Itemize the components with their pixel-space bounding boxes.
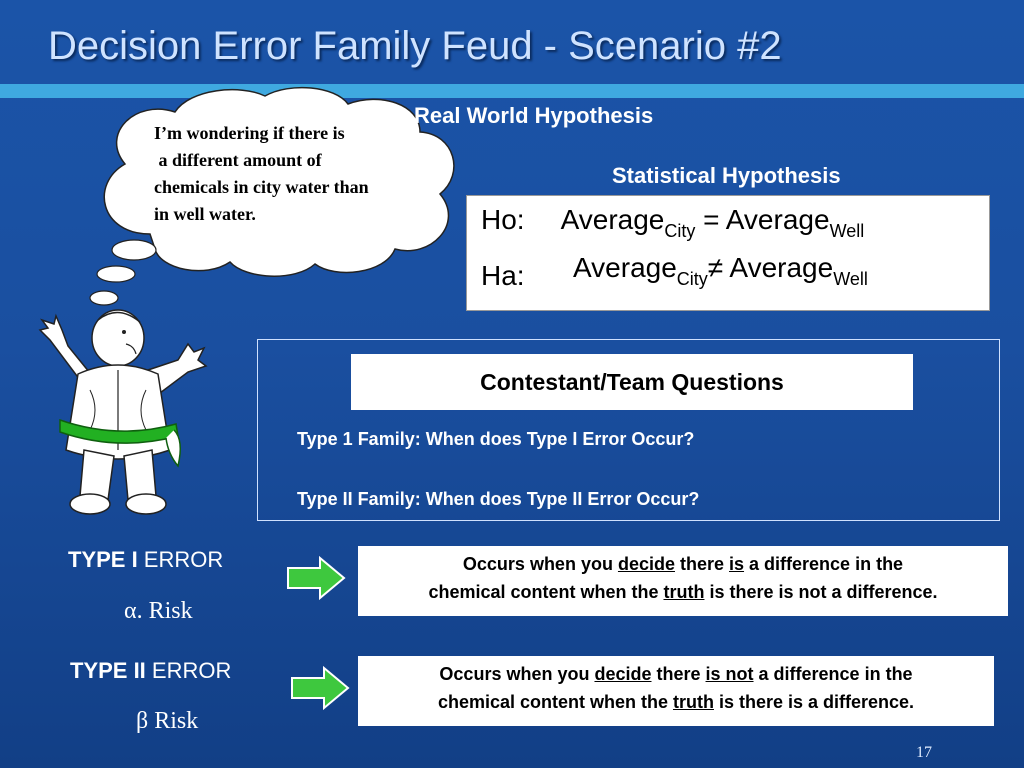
null-hypothesis — [481, 204, 864, 242]
questions-header: Contestant/Team Questions — [351, 354, 913, 410]
ho-operator: = — [703, 204, 720, 235]
thought-line: in well water. — [154, 204, 256, 224]
type-1-arrow-icon — [284, 556, 348, 600]
alternative-hypothesis — [481, 260, 525, 292]
ho-right-term: Average — [725, 204, 830, 235]
type-1-definition-line-2: chemical content when the truth is there is not a difference. — [428, 582, 938, 602]
type-1-rest: ERROR — [137, 547, 224, 572]
slide-title: Decision Error Family Feud - Scenario #2 — [48, 24, 782, 68]
type-2-definition-line-2: chemical content when the truth is there is a difference. — [437, 692, 915, 712]
type-2-definition-line-1: Occurs when you decide there is not a difference in the — [439, 664, 913, 684]
ha-left-subscript: City — [676, 269, 708, 289]
ho-left-term: Average — [560, 204, 665, 235]
thought-line: chemicals in city water than — [154, 177, 369, 197]
alternative-hypothesis-expression — [573, 252, 868, 290]
thought-line: a different amount of — [154, 150, 322, 170]
alpha-symbol: α. — [124, 598, 143, 624]
ho-right-subscript: Well — [829, 221, 865, 241]
type-2-rest: ERROR — [145, 658, 232, 683]
ho-label: Ho: — [481, 204, 525, 235]
statistical-hypothesis-label: Statistical Hypothesis — [612, 163, 841, 188]
hypothesis-box — [466, 195, 990, 311]
alpha-risk — [124, 598, 193, 625]
question-type-2: Type II Family: When does Type II Error Occur? — [297, 489, 700, 509]
type-2-bold: TYPE II — [70, 658, 146, 683]
ho-left-subscript: City — [664, 221, 696, 241]
ha-left-term: Average — [573, 252, 677, 283]
beta-risk-word: Risk — [154, 708, 199, 734]
ha-right-term: Average — [729, 252, 834, 283]
type-2-definition-box — [358, 656, 994, 726]
page-number: 17 — [916, 744, 932, 761]
thought-text — [154, 120, 434, 228]
type-1-bold: TYPE I — [68, 547, 138, 572]
alpha-risk-word: Risk — [148, 598, 193, 624]
type-1-error-label — [68, 547, 223, 573]
ha-label: Ha: — [481, 260, 525, 291]
ha-operator: ≠ — [707, 252, 724, 283]
thinking-man-illustration — [28, 300, 208, 522]
type-2-arrow-icon — [288, 666, 352, 710]
real-world-hypothesis-label: Real World Hypothesis — [414, 103, 654, 128]
type-1-definition-line-1: Occurs when you decide there is a difference in the — [462, 554, 904, 574]
question-type-1: Type 1 Family: When does Type I Error Occur? — [297, 429, 695, 449]
beta-risk — [136, 708, 198, 735]
thought-line: I’m wondering if there is — [154, 123, 345, 143]
ha-right-subscript: Well — [833, 269, 868, 289]
type-1-definition-box — [358, 546, 1008, 616]
beta-symbol: β — [136, 708, 149, 734]
type-2-error-label — [70, 658, 231, 684]
